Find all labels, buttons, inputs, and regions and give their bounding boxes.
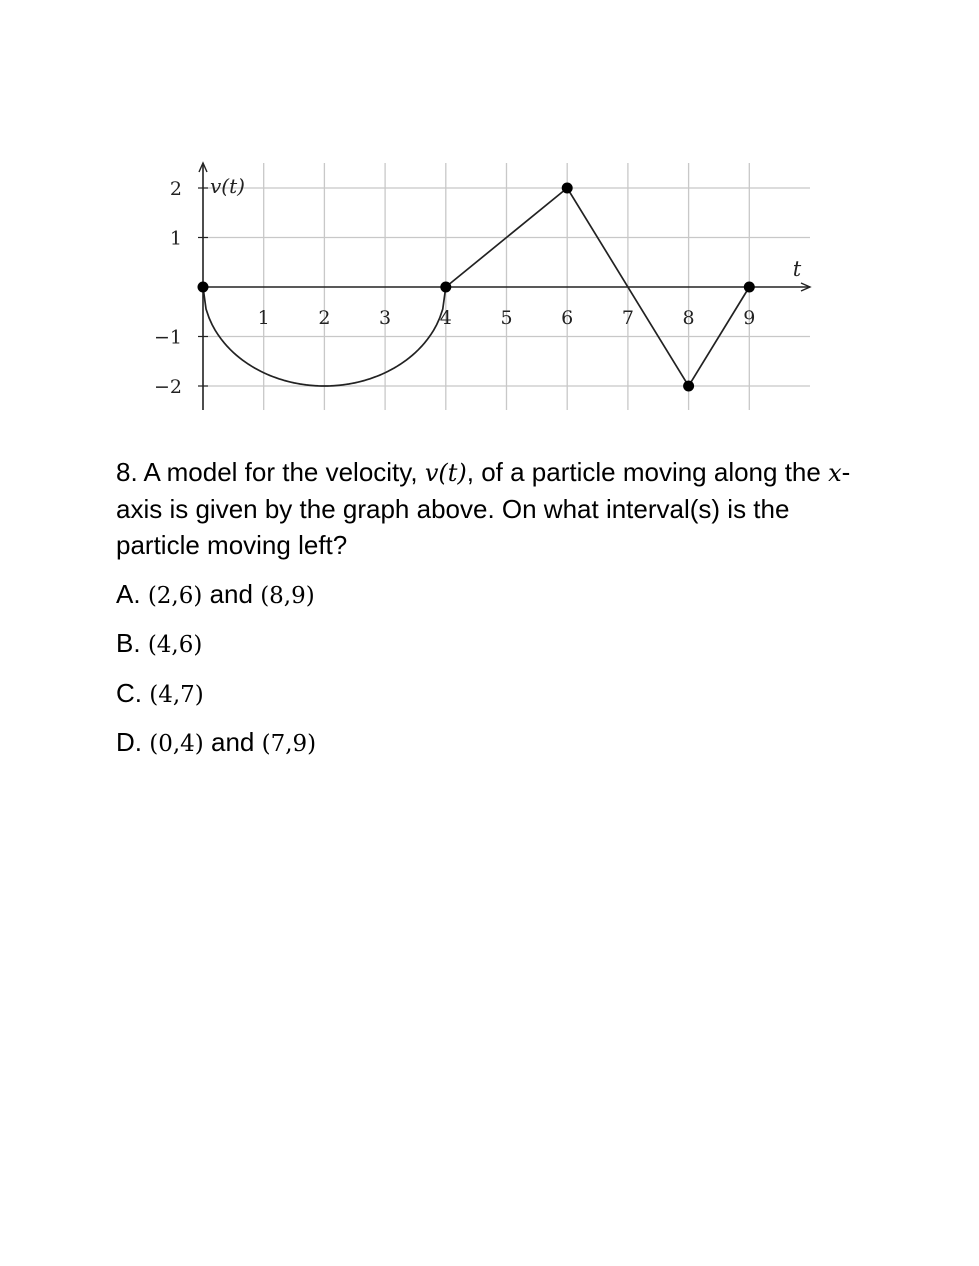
question-number: 8. [116,457,138,487]
question-text-part-3: -axis is given by the graph above. On what interval(s) is the particle moving left? [116,457,851,560]
x-axis-label: t [792,257,802,281]
velocity-graph [0,0,979,430]
data-point [440,282,451,293]
y-tick-label: −1 [153,326,182,349]
data-point [744,282,755,293]
choice-a-interval-1: (2,6) [147,583,203,609]
choice-b-letter: B. [116,628,141,658]
choice-d[interactable] [116,725,316,761]
choice-b-interval: (4,6) [147,632,203,658]
y-axis-label: v(t) [210,174,245,198]
choice-d-letter: D. [116,727,142,757]
choice-d-interval-2: (7,9) [261,731,317,757]
data-point [683,381,694,392]
data-point [198,282,209,293]
data-point [562,183,573,194]
choice-d-conjunction: and [211,727,255,757]
x-tick-label: 4 [439,307,452,329]
question-text [116,454,876,563]
x-tick-label: 8 [682,307,695,329]
choice-c-interval: (4,7) [149,682,204,708]
choice-a[interactable] [116,577,315,613]
x-tick-label: 7 [621,307,634,329]
velocity-function: v(t) [424,459,467,487]
choice-c-letter: C. [116,678,142,708]
question-text-part-2: , of a particle moving along the [466,457,821,487]
x-tick-label: 9 [743,307,756,329]
y-tick-label: −2 [153,376,182,398]
y-tick-label: 2 [169,178,182,200]
choice-b[interactable] [116,626,202,662]
x-tick-label: 2 [318,307,331,329]
choice-a-conjunction: and [209,579,253,609]
x-tick-label: 1 [257,307,270,329]
y-tick-label: 1 [169,227,182,250]
choice-a-interval-2: (8,9) [260,583,315,609]
choice-c[interactable] [116,676,204,712]
x-variable: x [828,459,842,487]
choice-a-letter: A. [116,579,141,609]
choice-d-interval-1: (0,4) [149,731,204,757]
x-tick-label: 3 [379,307,392,329]
x-tick-label: 5 [500,307,513,329]
x-tick-label: 6 [561,307,574,329]
question-text-part-1: A model for the velocity, [143,457,418,487]
